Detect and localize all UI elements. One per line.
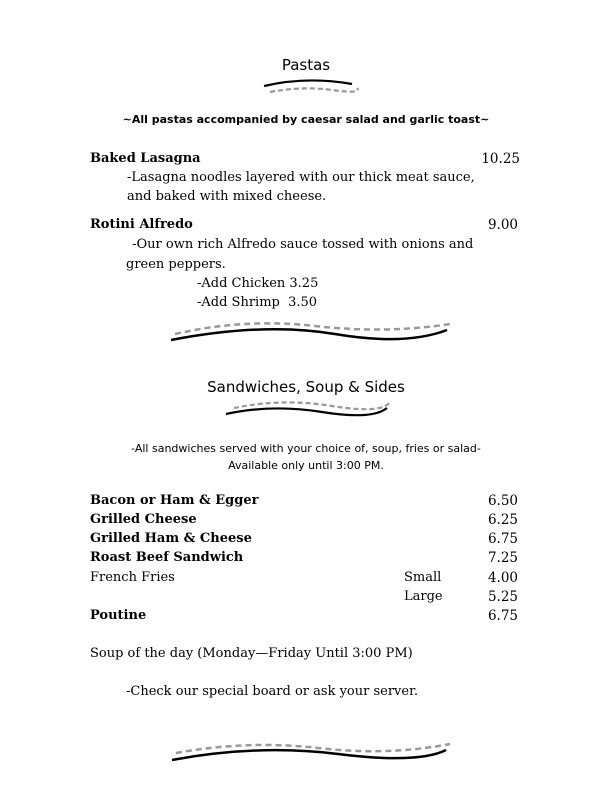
menu-item-description: -Lasagna noodles layered with our thick meat sauce, [127, 170, 475, 185]
menu-item-price: 5.25 [487, 589, 518, 605]
menu-item-name: Baked Lasagna [90, 151, 201, 166]
menu-item-size: Small [404, 570, 442, 585]
menu-item-price: 4.00 [487, 570, 518, 586]
menu-item-name: Rotini Alfredo [90, 217, 193, 232]
section-title-sandwiches: Sandwiches, Soup & Sides [207, 378, 405, 396]
sandwiches-note: -All sandwiches served with your choice of, soup, fries or salad- [131, 442, 481, 455]
wave-divider-icon [165, 318, 455, 348]
wave-divider-icon [222, 398, 392, 424]
sandwiches-availability-note: Available only until 3:00 PM. [228, 459, 384, 472]
pastas-note: ~All pastas accompanied by caesar salad and garlic toast~ [122, 113, 490, 126]
menu-item-name: French Fries [90, 570, 175, 585]
menu-item-price: 6.75 [487, 531, 518, 547]
menu-item-addon: -Add Chicken 3.25 [197, 276, 319, 291]
menu-item-price: 10.25 [481, 151, 520, 167]
menu-item-name: Grilled Ham & Cheese [90, 531, 252, 546]
menu-item-price: 7.25 [487, 550, 518, 566]
menu-item-addon: -Add Shrimp 3.50 [197, 295, 318, 310]
menu-item-name: Poutine [90, 608, 147, 623]
menu-item-size: Large [404, 589, 443, 604]
menu-item-name: Bacon or Ham & Egger [90, 493, 259, 508]
menu-item-name: Roast Beef Sandwich [90, 550, 244, 565]
menu-item-price: 6.50 [487, 493, 518, 509]
menu-item-description: -Our own rich Alfredo sauce tossed with onions and [128, 237, 474, 252]
section-title-pastas: Pastas [281, 56, 331, 74]
soup-of-the-day: Soup of the day (Monday—Friday Until 3:00 PM) [90, 646, 413, 661]
menu-item-name: Grilled Cheese [90, 512, 197, 527]
wave-divider-icon [168, 738, 453, 768]
menu-item-price: 9.00 [487, 217, 518, 233]
wave-divider-icon [262, 76, 362, 96]
soup-note: -Check our special board or ask your server. [126, 684, 419, 699]
menu-item-price: 6.25 [487, 512, 518, 528]
menu-item-price: 6.75 [487, 608, 518, 624]
menu-item-description: and baked with mixed cheese. [127, 189, 327, 204]
menu-item-description: green peppers. [126, 257, 226, 272]
